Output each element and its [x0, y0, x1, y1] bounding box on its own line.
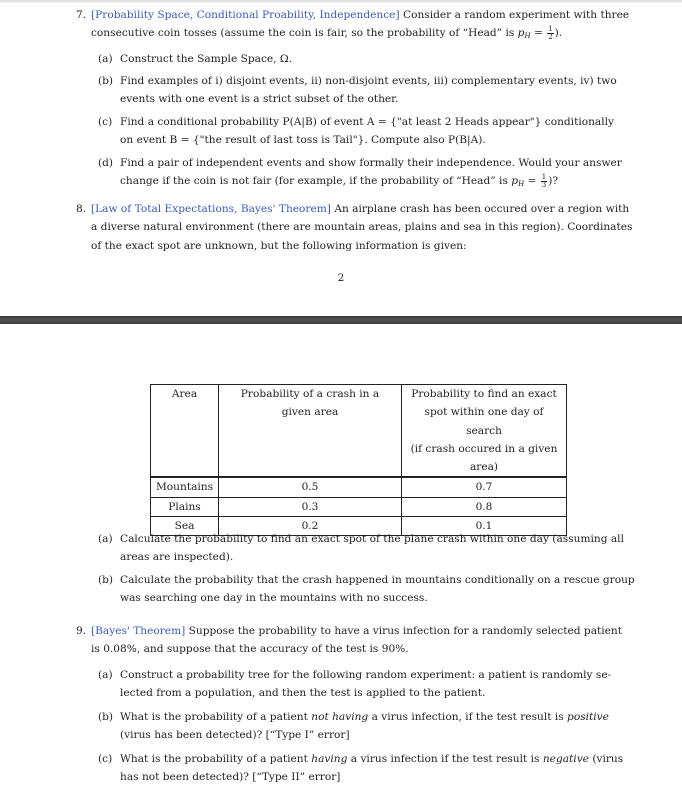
subquestion-text: change if the coin is not fair (for example, if the probability of “Head” is: [120, 175, 508, 188]
fraction: $\frac{1}{2}$: [548, 24, 553, 41]
table-header-cell: Probability to find an exact spot within one day of search (if crash occured in a given area): [402, 385, 567, 478]
emphasis-text: not having: [311, 711, 369, 723]
crash-probability-table: [150, 384, 567, 536]
subquestion-label: (a): [98, 53, 113, 65]
subquestion-text: What is the probability of a patient: [120, 711, 308, 723]
question-intro-line: consecutive coin tosses (assume the coin is fair, so the probability of “Head” is: [91, 27, 515, 40]
subquestion-text: What is the probability of a patient: [120, 753, 308, 765]
subquestion-label: (a): [98, 669, 113, 681]
subquestion-text: was searching one day in the mountains with no success.: [120, 592, 428, 605]
subquestion-text: (virus has been detected)? [“Type I” error]: [120, 729, 350, 742]
subquestion-text: events with one event is a strict subset of the other.: [120, 93, 399, 106]
subquestion-label: (a): [98, 533, 113, 545]
question-intro-line: Consider a random experiment with three: [402, 9, 630, 21]
question-topic-link[interactable]: [Probability Space, Conditional Proability, Independence]: [91, 9, 400, 21]
table-row: [151, 477, 567, 497]
math-subscript: H: [524, 32, 531, 41]
table-cell: 0.1: [402, 517, 567, 536]
text-end: )?: [548, 175, 559, 188]
subquestion-text: Construct the Sample Space, Ω.: [120, 53, 293, 65]
emphasis-text: positive: [567, 711, 609, 723]
document-page-lower: [0, 324, 682, 788]
subquestion-text: a virus infection, if the test result is: [371, 711, 564, 723]
emphasis-text: negative: [542, 753, 589, 765]
subquestion-text: a virus infection if the test result is: [350, 753, 540, 765]
subquestion-text: Calculate the probability that the crash happened in mountains conditionally on a rescue group: [120, 574, 635, 586]
table-cell: 0.2: [219, 517, 402, 536]
question-intro-line: a diverse natural environment (there are mountain areas, plains and sea in this region). Coordinates: [91, 221, 633, 234]
table-header-cell: Area: [151, 385, 219, 478]
math-eq: =: [530, 27, 547, 40]
subquestion-label: (b): [98, 75, 114, 87]
question-number: 8.: [76, 203, 87, 215]
question-number: 9.: [76, 625, 87, 637]
table-cell: Mountains: [151, 477, 219, 497]
math-var: p: [511, 175, 519, 188]
table-header-row: [151, 385, 567, 478]
fraction: $\frac{1}{3}$: [541, 172, 547, 189]
question-intro-line: Suppose the probability to have a virus infection for a randomly selected patient: [188, 625, 623, 637]
table-row: [151, 497, 567, 516]
page-number: 2: [337, 272, 345, 284]
table-header-cell: Probability of a crash in a given area: [219, 385, 402, 478]
question-intro-line: An airplane crash has been occured over a region with: [334, 203, 630, 215]
subquestion-text: lected from a population, and then the test is applied to the patient.: [120, 687, 486, 700]
subquestion-text: Find examples of i) disjoint events, ii) non-disjoint events, iii) complementary events, iv) two: [120, 75, 617, 87]
question-intro-line: of the exact spot are unknown, but the following information is given:: [91, 239, 467, 252]
table-cell: Sea: [151, 517, 219, 536]
subquestion-text: areas are inspected).: [120, 551, 234, 564]
subquestion-label: (c): [98, 116, 113, 128]
subquestion-label: (b): [98, 711, 114, 723]
table-cell: Plains: [151, 497, 219, 516]
emphasis-text: having: [311, 753, 348, 765]
table-cell: 0.8: [402, 497, 567, 516]
table-cell: 0.7: [402, 477, 567, 497]
subquestion-text: (virus: [592, 753, 624, 765]
table-cell: 0.5: [219, 477, 402, 497]
subquestion-text: Find a conditional probability P(A|B) of event A = {"at least 2 Heads appear"} conditionally: [120, 116, 614, 128]
subquestion-text: Construct a probability tree for the following random experiment: a patient is randomly se-: [120, 669, 612, 681]
subquestion-text: on event B = {"the result of last toss is Tail"}. Compute also P(B|A).: [120, 134, 486, 147]
document-page-upper: [0, 0, 682, 316]
subquestion-label: (b): [98, 574, 114, 586]
subquestion-text: has not been detected)? [“Type II” error]: [120, 771, 341, 784]
subquestion-label: (d): [98, 157, 114, 169]
math-eq: =: [524, 175, 540, 188]
math-var: p: [517, 27, 525, 40]
subquestion-label: (c): [98, 753, 113, 765]
subquestion-text: Find a pair of independent events and show formally their independence. Would your answer: [120, 157, 622, 169]
text-end: ).: [554, 27, 563, 40]
question-number: 7.: [76, 9, 87, 21]
question-topic-link[interactable]: [Law of Total Expectations, Bayes' Theorem]: [91, 203, 331, 215]
page-separator: [0, 316, 682, 324]
question-topic-link[interactable]: [Bayes' Theorem]: [91, 625, 186, 637]
math-subscript: H: [518, 180, 525, 189]
subquestion-text: Calculate the probability to find an exact spot of the plane crash within one day (assuming all: [120, 533, 624, 545]
table-cell: 0.3: [219, 497, 402, 516]
question-intro-line: is 0.08%, and suppose that the accuracy of the test is 90%.: [91, 643, 409, 656]
